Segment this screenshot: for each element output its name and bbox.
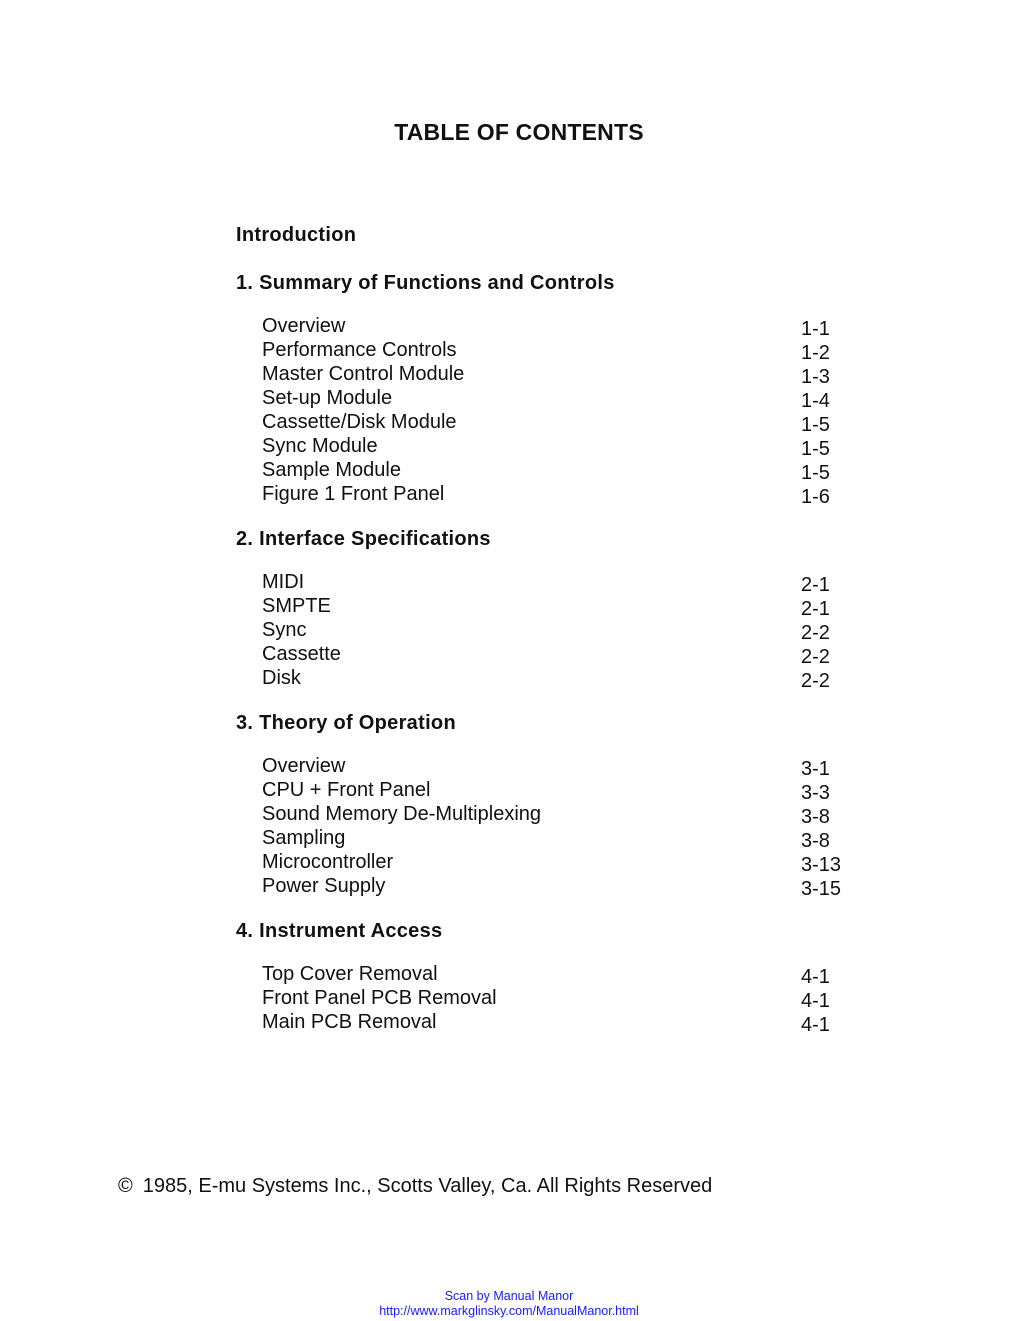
toc-entry-page: 2-1: [801, 598, 830, 620]
toc-entry-list: [262, 962, 876, 1034]
toc-section-title: 1. Summary of Functions and Controls: [236, 272, 615, 294]
toc-entry-label: Microcontroller: [262, 851, 394, 873]
toc-entry-page: 1-1: [801, 318, 830, 340]
toc-introduction: Introduction: [236, 224, 357, 246]
toc-entry-page: 2-2: [801, 622, 830, 644]
toc-entry-label: Overview: [262, 755, 346, 777]
toc-entry-page: 3-8: [801, 830, 830, 852]
copyright-notice: [118, 1175, 712, 1198]
toc-entry-label: Sync Module: [262, 435, 378, 457]
toc-entry: [262, 802, 876, 826]
toc-entry-page: 3-13: [801, 854, 842, 876]
toc-entry-page: 1-4: [801, 390, 830, 412]
toc-entry-label: Front Panel PCB Removal: [262, 987, 497, 1009]
toc-entry-list: [262, 314, 876, 506]
toc-entry-page: 4-1: [801, 1014, 830, 1036]
toc-entry-label: Main PCB Removal: [262, 1011, 437, 1033]
toc-entry-list: [262, 570, 876, 690]
toc-entry: [262, 570, 876, 594]
toc-entry: [262, 434, 876, 458]
toc-section: [236, 268, 876, 506]
toc-entry-label: Master Control Module: [262, 363, 465, 385]
toc-section-title: 4. Instrument Access: [236, 920, 443, 942]
toc-entry-label: Cassette: [262, 643, 341, 665]
toc-entry: [262, 594, 876, 618]
toc-entry-page: 1-6: [801, 486, 830, 508]
toc-entry-page: 2-1: [801, 574, 830, 596]
toc-sections: [236, 268, 876, 1034]
toc-entry-label: CPU + Front Panel: [262, 779, 431, 801]
toc-entry: [262, 314, 876, 338]
toc-section: [236, 916, 876, 1034]
toc-entry: [262, 338, 876, 362]
toc-entry-label: Top Cover Removal: [262, 963, 438, 985]
toc-entry-label: Figure 1 Front Panel: [262, 483, 445, 505]
toc-entry-page: 3-1: [801, 758, 830, 780]
toc-entry-label: Performance Controls: [262, 339, 457, 361]
copyright-symbol: ©: [118, 1175, 133, 1197]
toc-entry: [262, 962, 876, 986]
toc-entry-page: 3-15: [801, 878, 842, 900]
scan-credit-url[interactable]: http://www.markglinsky.com/ManualManor.html: [379, 1304, 639, 1318]
copyright-text: 1985, E-mu Systems Inc., Scotts Valley, Ca. All Rights Reserved: [142, 1175, 713, 1197]
toc-entry-page: 2-2: [801, 670, 830, 692]
toc-section-title: 2. Interface Specifications: [236, 528, 491, 550]
toc-entry-page: 1-5: [801, 438, 830, 460]
toc-entry: [262, 850, 876, 874]
toc-entry-label: Overview: [262, 315, 346, 337]
toc-section: [236, 524, 876, 690]
toc-entry-label: Disk: [262, 667, 301, 689]
toc-entry: [262, 754, 876, 778]
toc-section: [236, 708, 876, 898]
toc-entry: [262, 410, 876, 434]
toc-entry-page: 3-8: [801, 806, 830, 828]
toc-entry-label: Sync: [262, 619, 307, 641]
toc-entry-label: Cassette/Disk Module: [262, 411, 457, 433]
toc-entry-page: 3-3: [801, 782, 830, 804]
toc-entry: [262, 362, 876, 386]
toc-entry-page: 4-1: [801, 990, 830, 1012]
toc-entry-label: Set-up Module: [262, 387, 393, 409]
toc-entry: [262, 874, 876, 898]
toc-entry-page: 2-2: [801, 646, 830, 668]
toc-entry: [262, 826, 876, 850]
toc-entry-label: SMPTE: [262, 595, 331, 617]
toc-entry: [262, 778, 876, 802]
toc-entry-page: 1-2: [801, 342, 830, 364]
toc-entry: [262, 386, 876, 410]
toc-entry-label: Sound Memory De-Multiplexing: [262, 803, 542, 825]
table-of-contents: [236, 220, 876, 1052]
toc-entry: [262, 1010, 876, 1034]
toc-entry-label: Sample Module: [262, 459, 401, 481]
toc-entry-page: 4-1: [801, 966, 830, 988]
toc-entry-page: 1-3: [801, 366, 830, 388]
toc-entry-label: Power Supply: [262, 875, 386, 897]
toc-entry: [262, 458, 876, 482]
toc-entry: [262, 482, 876, 506]
toc-entry-page: 1-5: [801, 462, 830, 484]
toc-entry-label: Sampling: [262, 827, 346, 849]
toc-entry-label: MIDI: [262, 571, 305, 593]
toc-entry: [262, 642, 876, 666]
page-title: TABLE OF CONTENTS: [394, 119, 644, 145]
toc-entry-list: [262, 754, 876, 898]
toc-entry: [262, 666, 876, 690]
toc-entry: [262, 618, 876, 642]
toc-entry-page: 1-5: [801, 414, 830, 436]
scan-credit-name: Scan by Manual Manor: [444, 1289, 574, 1303]
scan-credit: [0, 1289, 1018, 1319]
toc-section-title: 3. Theory of Operation: [236, 712, 456, 734]
toc-entry: [262, 986, 876, 1010]
